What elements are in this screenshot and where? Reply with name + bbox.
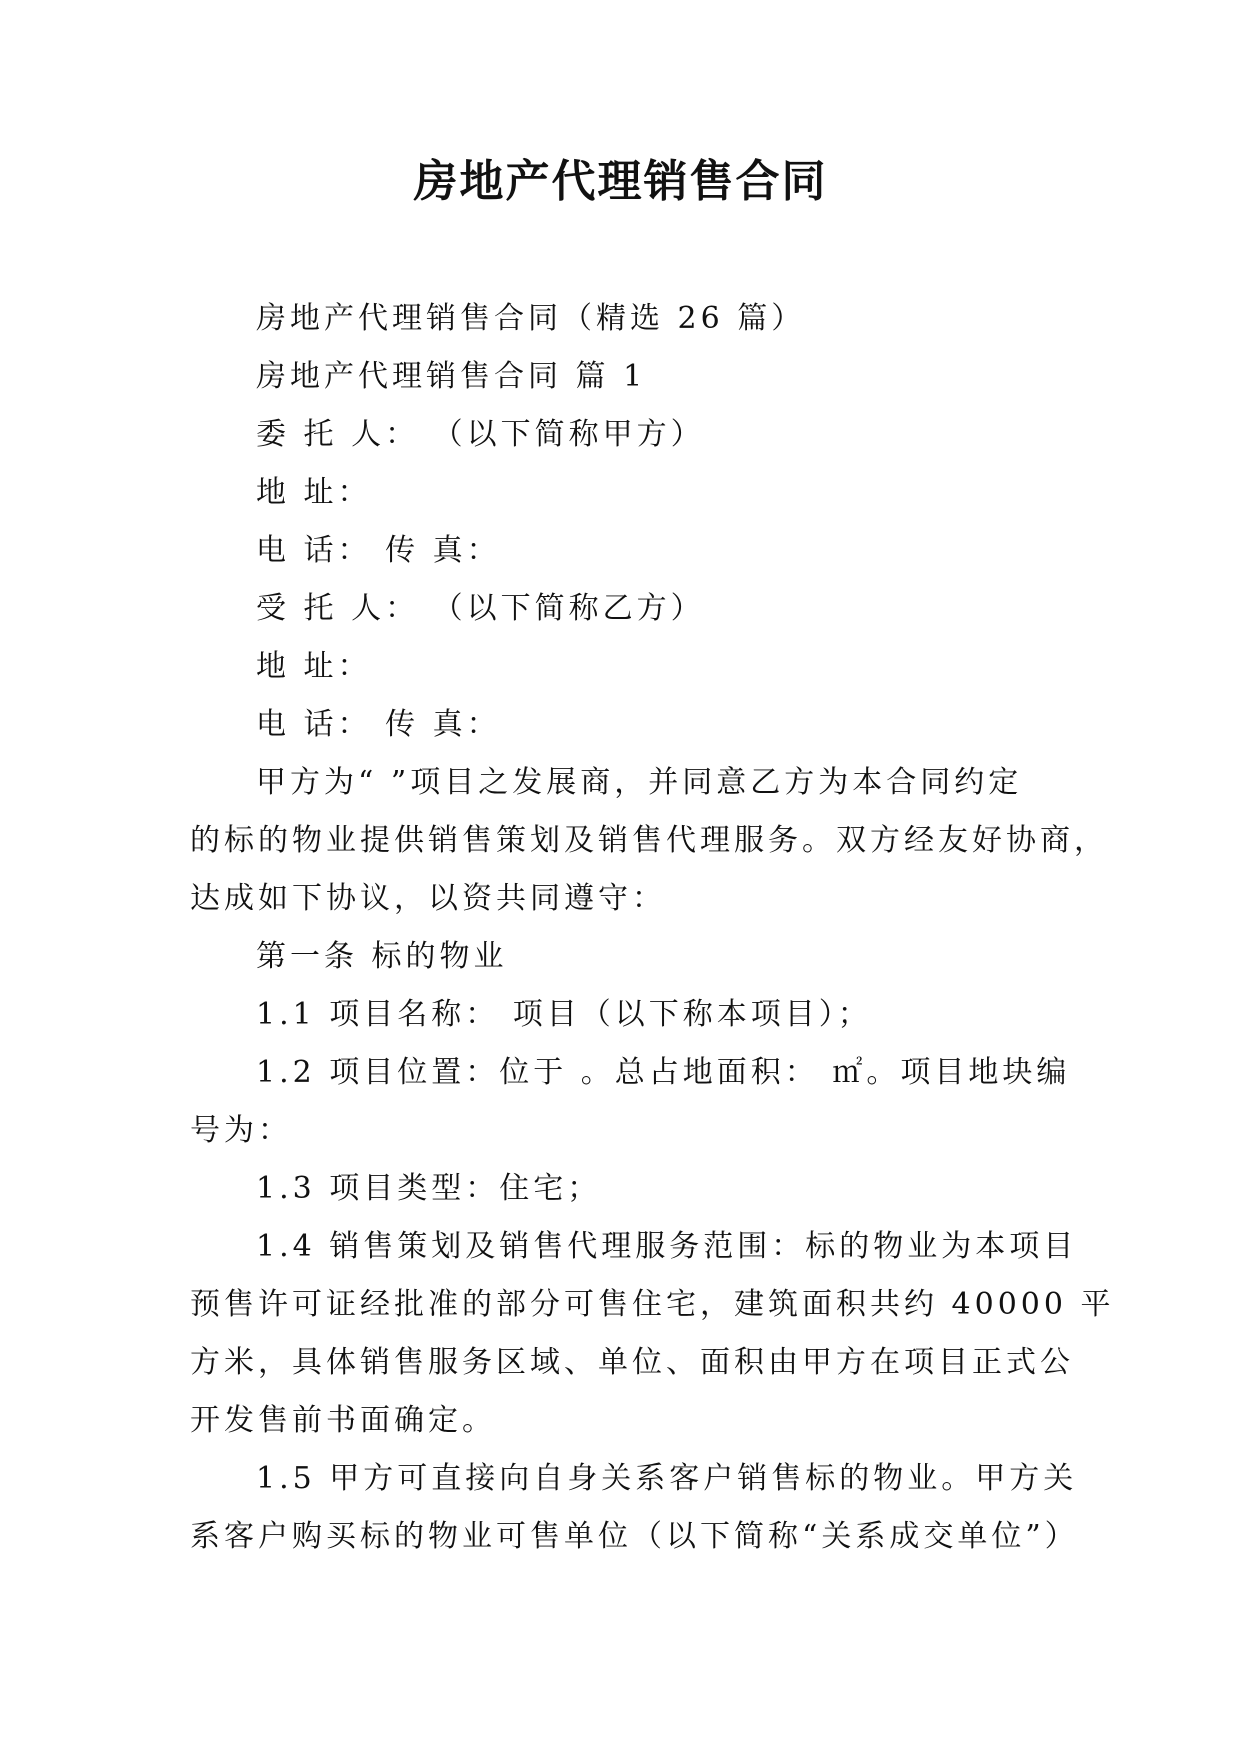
text-line: 1.1 项目名称： 项目（以下称本项目）； (256, 997, 872, 1032)
text-line: 开发售前书面确定。 (190, 1403, 496, 1438)
text-line: 电 话： 传 真： (256, 707, 501, 742)
text-line: 受 托 人： （以下简称乙方） (256, 591, 705, 626)
text-line: 委 托 人： （以下简称甲方） (256, 417, 705, 452)
text-line: 达成如下协议，以资共同遵守： (190, 881, 666, 916)
text-line: 预售许可证经批准的部分可售住宅，建筑面积共约 40000 平 (190, 1287, 1115, 1322)
text-line: 1.5 甲方可直接向自身关系客户销售标的物业。甲方关 (256, 1461, 1078, 1496)
text-line: 的标的物业提供销售策划及销售代理服务。双方经友好协商， (190, 823, 1108, 858)
text-line: 电 话： 传 真： (256, 533, 501, 568)
text-line: 地 址： (256, 649, 372, 684)
document-body (190, 290, 1115, 1566)
text-line: 房地产代理销售合同 篇 1 (256, 359, 647, 394)
text-line: 1.4 销售策划及销售代理服务范围：标的物业为本项目 (256, 1229, 1078, 1264)
text-line: 号为： (190, 1113, 292, 1148)
text-line: 地 址： (256, 475, 372, 510)
document-title: 房地产代理销售合同 (413, 156, 828, 207)
text-line: 1.2 项目位置：位于 。总占地面积： ㎡。项目地块编 (256, 1055, 1071, 1090)
text-line: 第一条 标的物业 (256, 939, 508, 974)
text-line: 1.3 项目类型：住宅； (256, 1171, 602, 1206)
text-line: 系客户购买标的物业可售单位（以下简称“关系成交单位”） (190, 1519, 1079, 1554)
text-line: 方米，具体销售服务区域、单位、面积由甲方在项目正式公 (190, 1345, 1074, 1380)
text-line: 甲方为“ ”项目之发展商，并同意乙方为本合同约定 (256, 765, 1023, 800)
text-line: 房地产代理销售合同（精选 26 篇） (256, 301, 806, 336)
